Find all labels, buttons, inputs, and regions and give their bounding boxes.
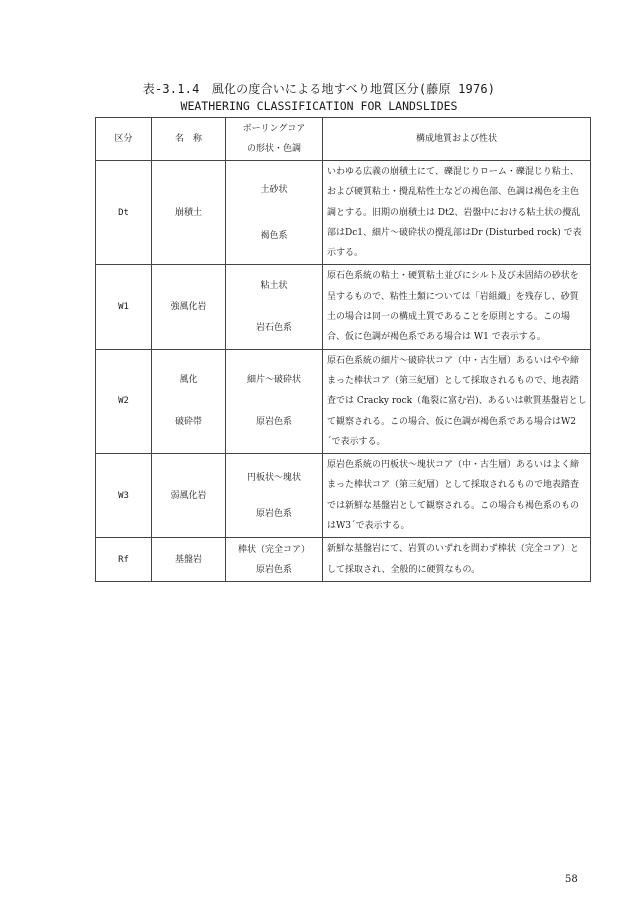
row-core-shape: 粘土状 <box>260 281 288 292</box>
row-core <box>226 538 323 582</box>
header-class: 区分 <box>96 118 152 161</box>
header-name: 名 称 <box>152 118 226 161</box>
row-class: W2 <box>96 349 152 453</box>
row-core-color: 原岩色系 <box>255 508 292 519</box>
row-description: いわゆる広義の崩積土にて、礫混じりローム・礫混じり粘土、および硬質粘土・攪乱粘性土などの褐色部、色調は褐色を主色調とする。旧期の崩積土は Dt2、岩盤中における粘土状の攪乱部はDc1、細片～破砕状の攪乱部はDr (Disturbed rock) で表示する。 <box>323 161 591 265</box>
table-title: 表-3.1.4 風化の度合いによる地すべり地質区分(藤原 1976) <box>142 82 496 96</box>
row-core <box>226 161 323 265</box>
row-core <box>226 349 323 453</box>
header-core-line1: ボーリングコア <box>242 124 306 134</box>
table-row <box>96 265 591 349</box>
header-geology: 構成地質および性状 <box>323 118 591 161</box>
table-subtitle: WEATHERING CLASSIFICATION FOR LANDSLIDES <box>180 99 458 113</box>
row-class: Rf <box>96 538 152 582</box>
row-core-color: 褐色系 <box>260 230 288 241</box>
row-core <box>226 454 323 538</box>
row-name <box>152 349 226 453</box>
table-row <box>96 454 591 538</box>
table-row <box>96 161 591 265</box>
row-name: 弱風化岩 <box>152 454 226 538</box>
table-row <box>96 538 591 582</box>
row-core-color: 原岩色系 <box>255 417 292 428</box>
row-description: 原岩色系統の円板状～塊状コア（中・古生層）あるいはよく締まった棒状コア（第三紀層）として採取されるもので地表踏査では新鮮な基盤岩として観察される。この場合も褐色系のものはW3´で表示する。 <box>323 454 591 538</box>
row-class: W1 <box>96 265 152 349</box>
row-core-shape: 細片～破砕状 <box>246 375 301 386</box>
row-class: Dt <box>96 161 152 265</box>
row-description: 原石色系統の粘土・硬質粘土並びにシルト及び未固結の砂状を呈するもので、粘性土類については「岩組織」を残存し、砂質土の場合は同一の構成土質であることを原則とする。この場合、仮に色調が褐色系である場合は W1 で表示する。 <box>323 265 591 349</box>
weathering-classification-table <box>95 117 591 582</box>
row-core-shape: 棒状（完全コア） <box>237 544 310 555</box>
page-number: 58 <box>565 874 578 885</box>
table-header-row <box>96 118 591 161</box>
row-class: W3 <box>96 454 152 538</box>
row-description: 新鮮な基盤岩にて、岩質のいずれを問わず棒状（完全コア）として採取され、全般的に硬質なもの。 <box>323 538 591 582</box>
row-name: 強風化岩 <box>152 265 226 349</box>
header-core <box>226 118 323 161</box>
row-name: 崩積土 <box>152 161 226 265</box>
row-name-line1: 風化 <box>179 375 198 386</box>
row-name: 基盤岩 <box>152 538 226 582</box>
row-core <box>226 265 323 349</box>
header-core-line2: の形状・色調 <box>246 144 301 154</box>
table-row <box>96 349 591 453</box>
row-core-color: 原岩色系 <box>255 564 292 575</box>
row-description: 原石色系統の細片～破砕状コア（中・古生層）あるいはやや締まった棒状コア（第三紀層）として採取されるもので、地表踏査では Cracky rock（亀裂に富む岩)、あるいは軟質基盤岩として観察される。この場合、仮に色調が褐色系である場合はW2´で表示する。 <box>323 349 591 453</box>
row-core-shape: 土砂状 <box>260 184 288 195</box>
row-name-line2: 破砕帯 <box>174 417 202 428</box>
row-core-color: 岩石色系 <box>255 323 292 334</box>
row-core-shape: 円板状～塊状 <box>246 472 301 483</box>
